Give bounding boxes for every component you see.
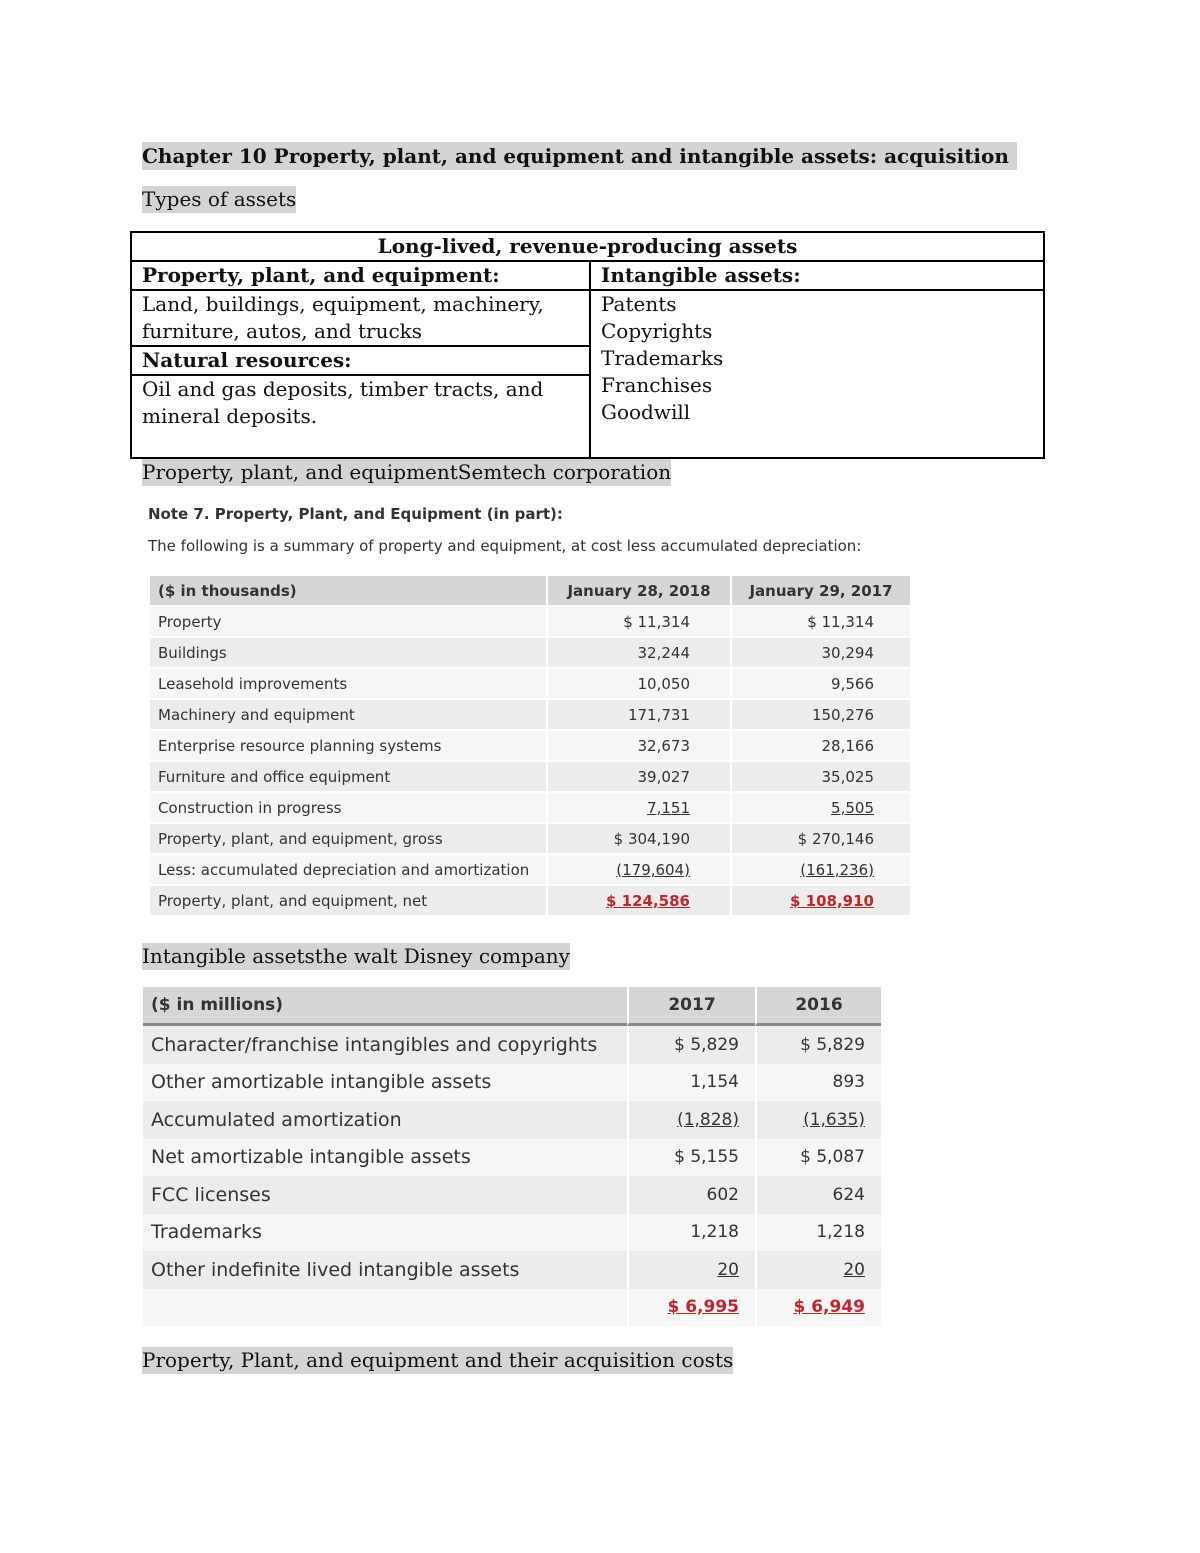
column-header: 2017 [627,987,755,1026]
row-label: Character/franchise intangibles and copyrights [143,1026,627,1064]
cell-value: (1,635) [755,1101,881,1139]
table-row [150,638,910,667]
cell-value: $ 5,829 [627,1026,755,1064]
cell-value: 39,027 [548,762,730,791]
row-label: Accumulated amortization [143,1101,627,1139]
cell-value: 35,025 [732,762,910,791]
row-label: Construction in progress [150,793,546,822]
table-row [150,700,910,729]
row-label: Leasehold improvements [150,669,546,698]
cell-value: $ 304,190 [548,824,730,853]
types-of-assets-heading: Types of assets [142,187,297,211]
cell-value: 7,151 [548,793,730,822]
intangible-heading: Intangible assetsthe walt Disney company [142,944,570,968]
row-label: Machinery and equipment [150,700,546,729]
cell-value: $ 11,314 [548,607,730,636]
cell-value: $ 270,146 [732,824,910,853]
assets-types-table [130,231,1045,459]
row-label: Property [150,607,546,636]
natural-line: Oil and gas deposits, timber tracts, and [142,377,544,401]
natural-resources-header: Natural resources: [131,346,590,375]
column-header: January 29, 2017 [732,576,910,605]
ppe-heading: Property, plant, and equipmentSemtech corporation [142,460,672,484]
column-header: January 28, 2018 [548,576,730,605]
intangible-item: Patents [601,292,677,316]
cell-value: 1,154 [627,1064,755,1102]
natural-resources-description [131,375,590,458]
ppe-description [131,290,590,346]
natural-line: mineral deposits. [142,404,318,428]
table-row [143,1026,881,1064]
table-row [150,793,910,822]
cell-value: 32,244 [548,638,730,667]
ppe-header: Property, plant, and equipment: [131,261,590,290]
intangible-item: Franchises [601,373,713,397]
row-label: Property, plant, and equipment, net [150,886,546,915]
table-row [143,1251,881,1289]
column-header: ($ in millions) [143,987,627,1026]
table-row [143,1139,881,1177]
cell-value: 10,050 [548,669,730,698]
net-total-value: $ 108,910 [790,891,874,910]
intangible-header: Intangible assets: [590,261,1044,290]
table-row [143,1101,881,1139]
ppe-line: furniture, autos, and trucks [142,319,423,343]
cell-value: 32,673 [548,731,730,760]
table-row [150,762,910,791]
column-header: ($ in thousands) [150,576,546,605]
table-row [150,607,910,636]
row-label [143,1289,627,1327]
note-description: The following is a summary of property and equipment, at cost less accumulated depreciation: [148,537,862,555]
cell-value: 1,218 [755,1214,881,1252]
cell-value: 9,566 [732,669,910,698]
table-row [143,1289,881,1327]
row-label: Enterprise resource planning systems [150,731,546,760]
row-label: Buildings [150,638,546,667]
table-row [150,824,910,853]
cell-value: 1,218 [627,1214,755,1252]
table-row [143,1214,881,1252]
page-title: Chapter 10 Property, plant, and equipment and intangible assets: acquisition [142,142,1017,170]
row-label: Trademarks [143,1214,627,1252]
column-header: 2016 [755,987,881,1026]
cell-value: (179,604) [548,855,730,884]
table-row [143,1064,881,1102]
row-label: Furniture and office equipment [150,762,546,791]
cell-value: 171,731 [548,700,730,729]
semtech-ppe-table [148,574,912,917]
intangible-item: Trademarks [601,346,724,370]
cell-value: 150,276 [732,700,910,729]
intangible-item: Goodwill [601,400,691,424]
acquisition-costs-heading: Property, Plant, and equipment and their acquisition costs [142,1348,734,1372]
cell-value: 893 [755,1064,881,1102]
cell-value: 602 [627,1176,755,1214]
row-label: Less: accumulated depreciation and amortization [150,855,546,884]
table-row [150,731,910,760]
row-label: Net amortizable intangible assets [143,1139,627,1177]
intangible-item: Copyrights [601,319,713,343]
cell-value: 20 [755,1251,881,1289]
cell-value: $ 5,155 [627,1139,755,1177]
total-value: $ 6,949 [793,1297,865,1318]
table-row [150,855,910,884]
row-label: Property, plant, and equipment, gross [150,824,546,853]
cell-value: 5,505 [732,793,910,822]
total-value: $ 6,995 [667,1297,739,1318]
cell-value: $ 11,314 [732,607,910,636]
row-label: FCC licenses [143,1176,627,1214]
net-total-value: $ 124,586 [606,891,690,910]
note-title: Note 7. Property, Plant, and Equipment (in part): [148,505,563,523]
table-row [150,886,910,915]
row-label: Other amortizable intangible assets [143,1064,627,1102]
intangible-list [590,290,1044,458]
disney-intangibles-table [143,987,881,1326]
table-row [150,669,910,698]
cell-value: $ 5,087 [755,1139,881,1177]
table-row [143,1176,881,1214]
cell-value: $ 5,829 [755,1026,881,1064]
cell-value: 28,166 [732,731,910,760]
ppe-line: Land, buildings, equipment, machinery, [142,292,544,316]
cell-value: 624 [755,1176,881,1214]
cell-value: 30,294 [732,638,910,667]
cell-value: (1,828) [627,1101,755,1139]
cell-value: 20 [627,1251,755,1289]
cell-value: (161,236) [732,855,910,884]
row-label: Other indefinite lived intangible assets [143,1251,627,1289]
assets-main-header: Long-lived, revenue-producing assets [131,232,1044,261]
